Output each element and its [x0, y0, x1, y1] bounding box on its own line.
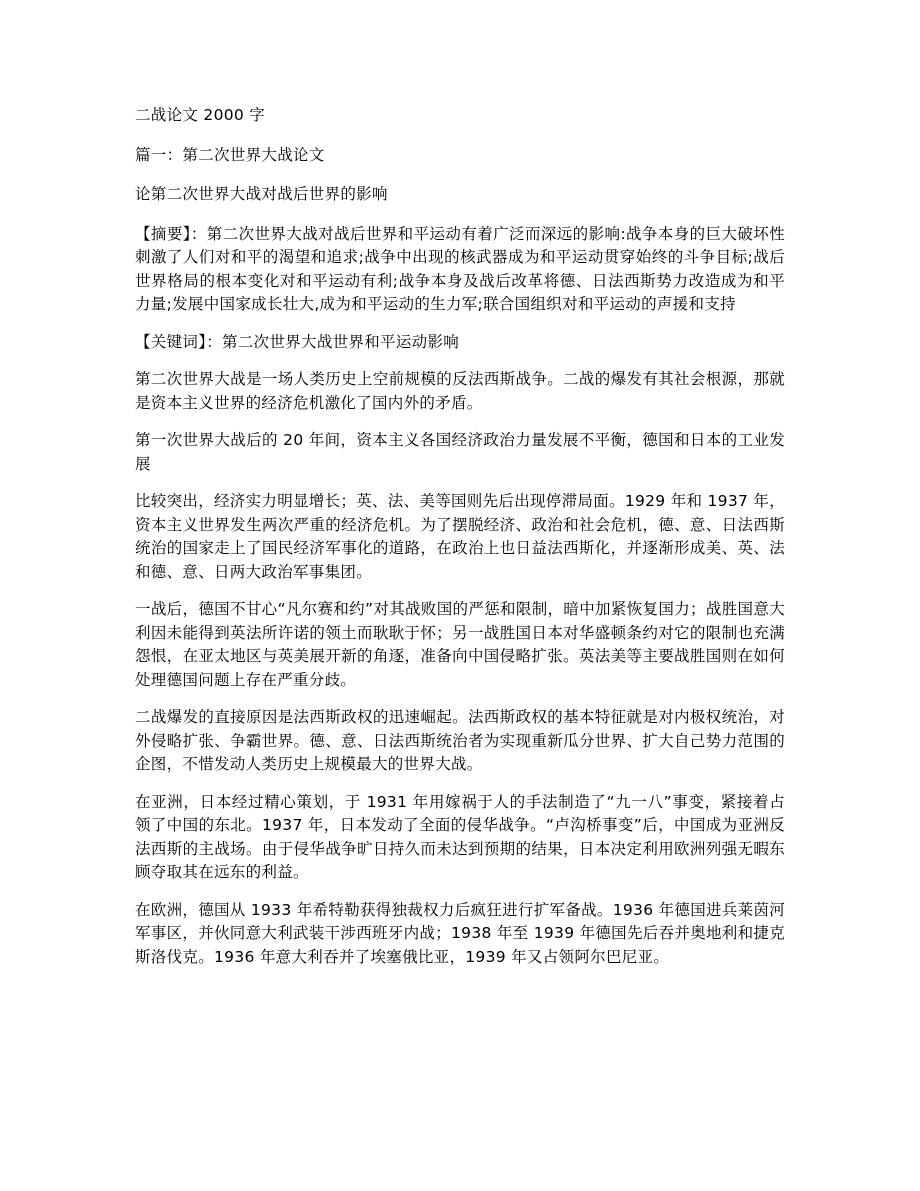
body-paragraph: 第一次世界大战后的 20 年间，资本主义各国经济政治力量发展不平衡，德国和日本的工业发展	[135, 431, 785, 473]
keywords-paragraph: 【关键词】：第二次世界大战世界和平运动影响	[135, 332, 460, 351]
document-title: 二战论文 2000 字	[135, 106, 266, 124]
body-paragraph: 在亚洲，日本经过精心策划，于 1931 年用嫁祸于人的手法制造了“九一八”事变，紧接着占领了中国的东北。1937 年，日本发动了全面的侵华战争。“卢沟桥事变”后，中国成为亚洲反法西斯的主战场。由于侵华战争旷日持久而未达到预期的结果，日本决定利用欧洲列强无暇东顾夺取其在远东的利益。	[135, 792, 785, 881]
body-paragraph: 二战爆发的直接原因是法西斯政权的迅速崛起。法西斯政权的基本特征就是对内极权统治，对外侵略扩张、争霸世界。德、意、日法西斯统治者为实现重新瓜分世界、扩大自己势力范围的企图，不惜发动人类历史上规模最大的世界大战。	[135, 708, 785, 773]
document-page	[135, 104, 785, 983]
body-paragraph: 第二次世界大战是一场人类历史上空前规模的反法西斯战争。二战的爆发有其社会根源，那就是资本主义世界的经济危机激化了国内外的矛盾。	[135, 370, 785, 412]
abstract-paragraph: 【摘要】：第二次世界大战对战后世界和平运动有着广泛而深远的影响:战争本身的巨大破坏性刺激了人们对和平的渴望和追求;战争中出现的核武器成为和平运动贯穿始终的斗争目标;战后世界格局的根本变化对和平运动有利;战争本身及战后改革将德、日法西斯势力改造成为和平力量;发展中国家成长壮大,成为和平运动的生力军;联合国组织对和平运动的声援和支持	[135, 224, 785, 313]
essay-title: 论第二次世界大战对战后世界的影响	[135, 185, 388, 203]
body-paragraph: 一战后，德国不甘心“凡尔赛和约”对其战败国的严惩和限制，暗中加紧恢复国力；战胜国意大利因未能得到英法所许诺的领土而耿耿于怀；另一战胜国日本对华盛顿条约对它的限制也充满怨恨，在亚太地区与英美展开新的角逐，准备向中国侵略扩张。英法美等主要战胜国则在如何处理德国问题上存在严重分歧。	[135, 600, 785, 689]
section-heading: 篇一：第二次世界大战论文	[135, 145, 325, 164]
body-paragraph: 在欧洲，德国从 1933 年希特勒获得独裁权力后疯狂进行扩军备战。1936 年德国进兵莱茵河军事区，并伙同意大利武装干涉西班牙内战；1938 年至 1939 年德国先后吞并奥地利和捷克斯洛伐克。1936 年意大利吞并了埃塞俄比亚，1939 年又占领阿尔巴尼亚。	[135, 900, 785, 966]
body-paragraph: 比较突出，经济实力明显增长；英、法、美等国则先后出现停滞局面。1929 年和 1937 年，资本主义世界发生两次严重的经济危机。为了摆脱经济、政治和社会危机，德、意、日法西斯统治的国家走上了国民经济军事化的道路，在政治上也日益法西斯化，并逐渐形成美、英、法和德、意、日两大政治军事集团。	[135, 492, 785, 581]
